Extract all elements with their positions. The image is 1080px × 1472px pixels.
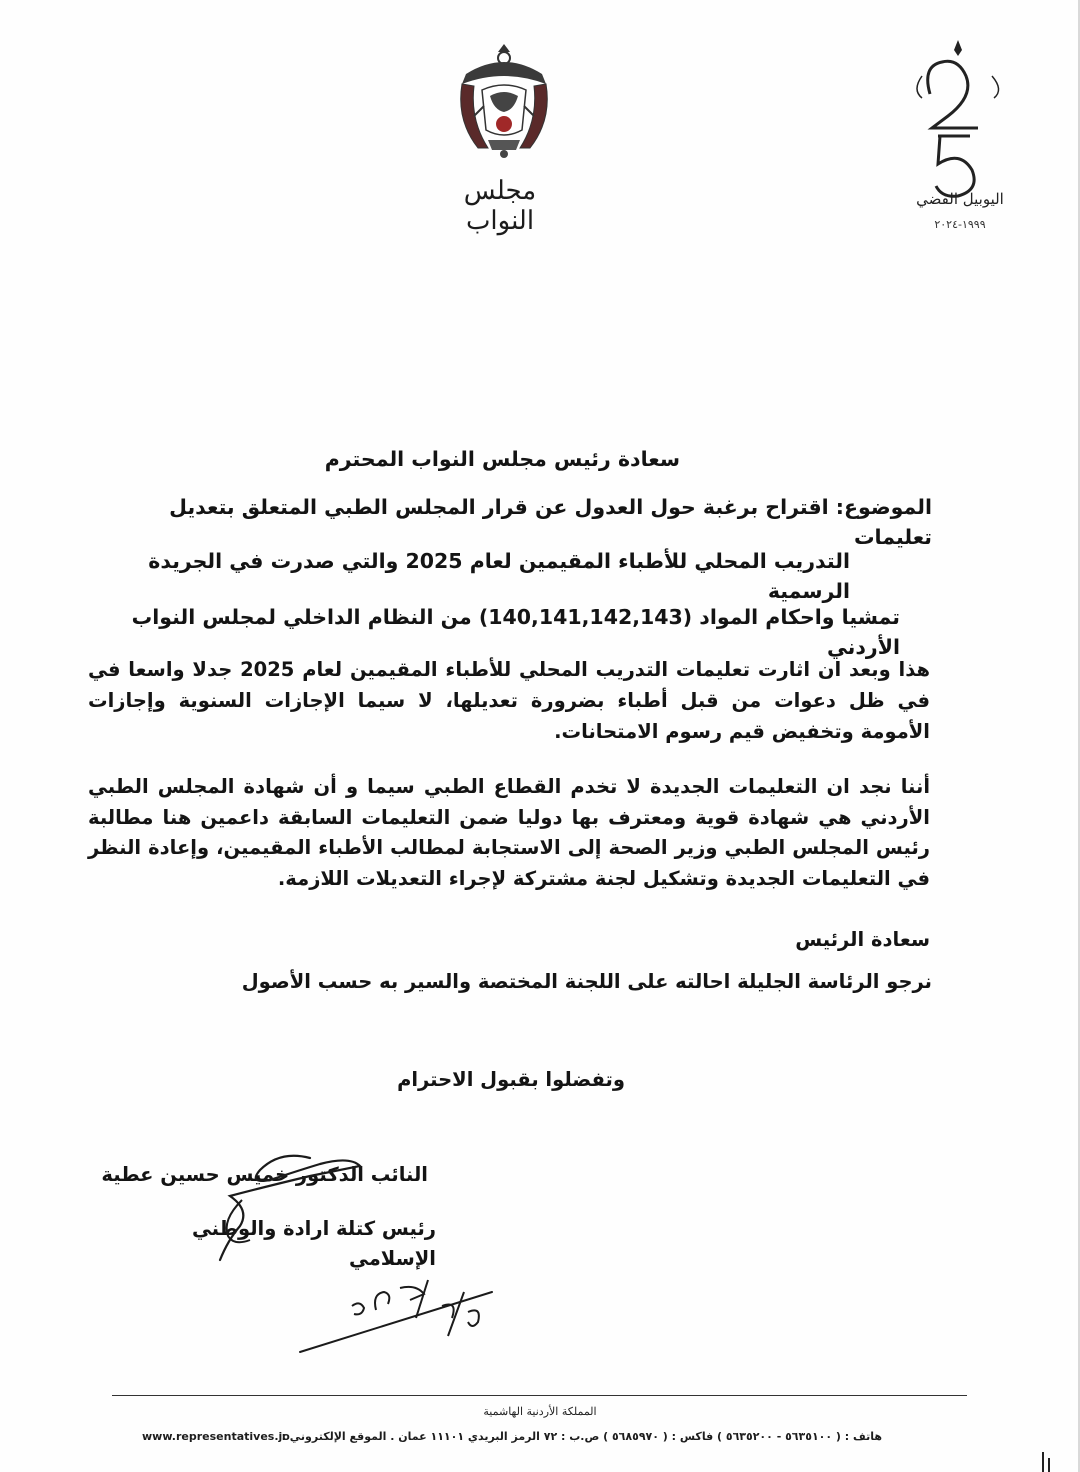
handwritten-date: [292, 1270, 502, 1362]
jubilee-title: اليوبيل الفضي: [916, 190, 1004, 208]
footer-divider: [112, 1395, 967, 1396]
signatory-name: النائب الدكتور خميس حسين عطية: [101, 1163, 428, 1186]
footer-contact-info: هاتف : ( ٥٦٣٥١٠٠ - ٥٦٣٥٢٠٠ ) فاكس : ( ٥٦٨٥٩٧٠ ) ص.ب : ٧٢ الرمز البريدي ١١١٠١ عمان . الموقع الإلكتروني :: [281, 1430, 882, 1443]
paragraph-1: هذا وبعد ان اثارت تعليمات التدريب المحلي للأطباء المقيمين لعام 2025 جدلا واسعا في في ظل دعوات من قبل أطباء بضرورة تعديلها، لا سيما الإجازات السنوية وإجازات الأمومة وتخفيض قيم رسوم الامتحانات.: [88, 658, 930, 743]
footer-kingdom-name: المملكة الأردنية الهاشمية: [483, 1405, 597, 1418]
subject-line-2: التدريب المحلي للأطباء المقيمين لعام 2025 والتي صدرت في الجريدة الرسمية: [148, 549, 850, 603]
silver-jubilee-emblem-icon: [908, 36, 1008, 241]
scan-edge-mark: [1040, 1450, 1054, 1472]
address-to-speaker: سعادة الرئيس: [795, 928, 930, 951]
council-name: مجلس النواب: [463, 176, 537, 236]
footer-website-link[interactable]: www.representatives.jo: [142, 1430, 290, 1443]
coat-of-arms-icon: [448, 40, 560, 162]
request-line: نرجو الرئاسة الجليلة احالته على اللجنة المختصة والسير به حسب الأصول: [241, 970, 932, 993]
jubilee-years: ١٩٩٩-٢٠٢٤: [934, 218, 986, 231]
signatory-title: رئيس كتلة ارادة والوطني الإسلامي: [191, 1217, 436, 1270]
salutation: سعادة رئيس مجلس النواب المحترم: [324, 447, 680, 471]
closing-line: وتفضلوا بقبول الاحترام: [397, 1068, 625, 1091]
paragraph-2: أننا نجد ان التعليمات الجديدة لا تخدم القطاع الطبي سيما و أن شهادة المجلس الطبي الأردني هي شهادة قوية ومعترف بها دوليا ضمن التعليمات السابقة داعمين هنا مطالبة رئيس المجلس الطبي وزير الصحة إلى الاستجابة لمطالب الأطباء المقيمين، وإعادة النظر في التعليمات الجديدة وتشكيل لجنة مشتركة لإجراء التعديلات اللازمة.: [88, 775, 930, 890]
subject-line-3: تمشيا واحكام المواد (140,141,142,143) من النظام الداخلي لمجلس النواب الأردني: [131, 605, 900, 659]
subject-line-1: الموضوع: اقتراح برغبة حول العدول عن قرار المجلس الطبي المتعلق بتعديل تعليمات: [169, 495, 932, 549]
handwritten-signature: [110, 1140, 400, 1270]
